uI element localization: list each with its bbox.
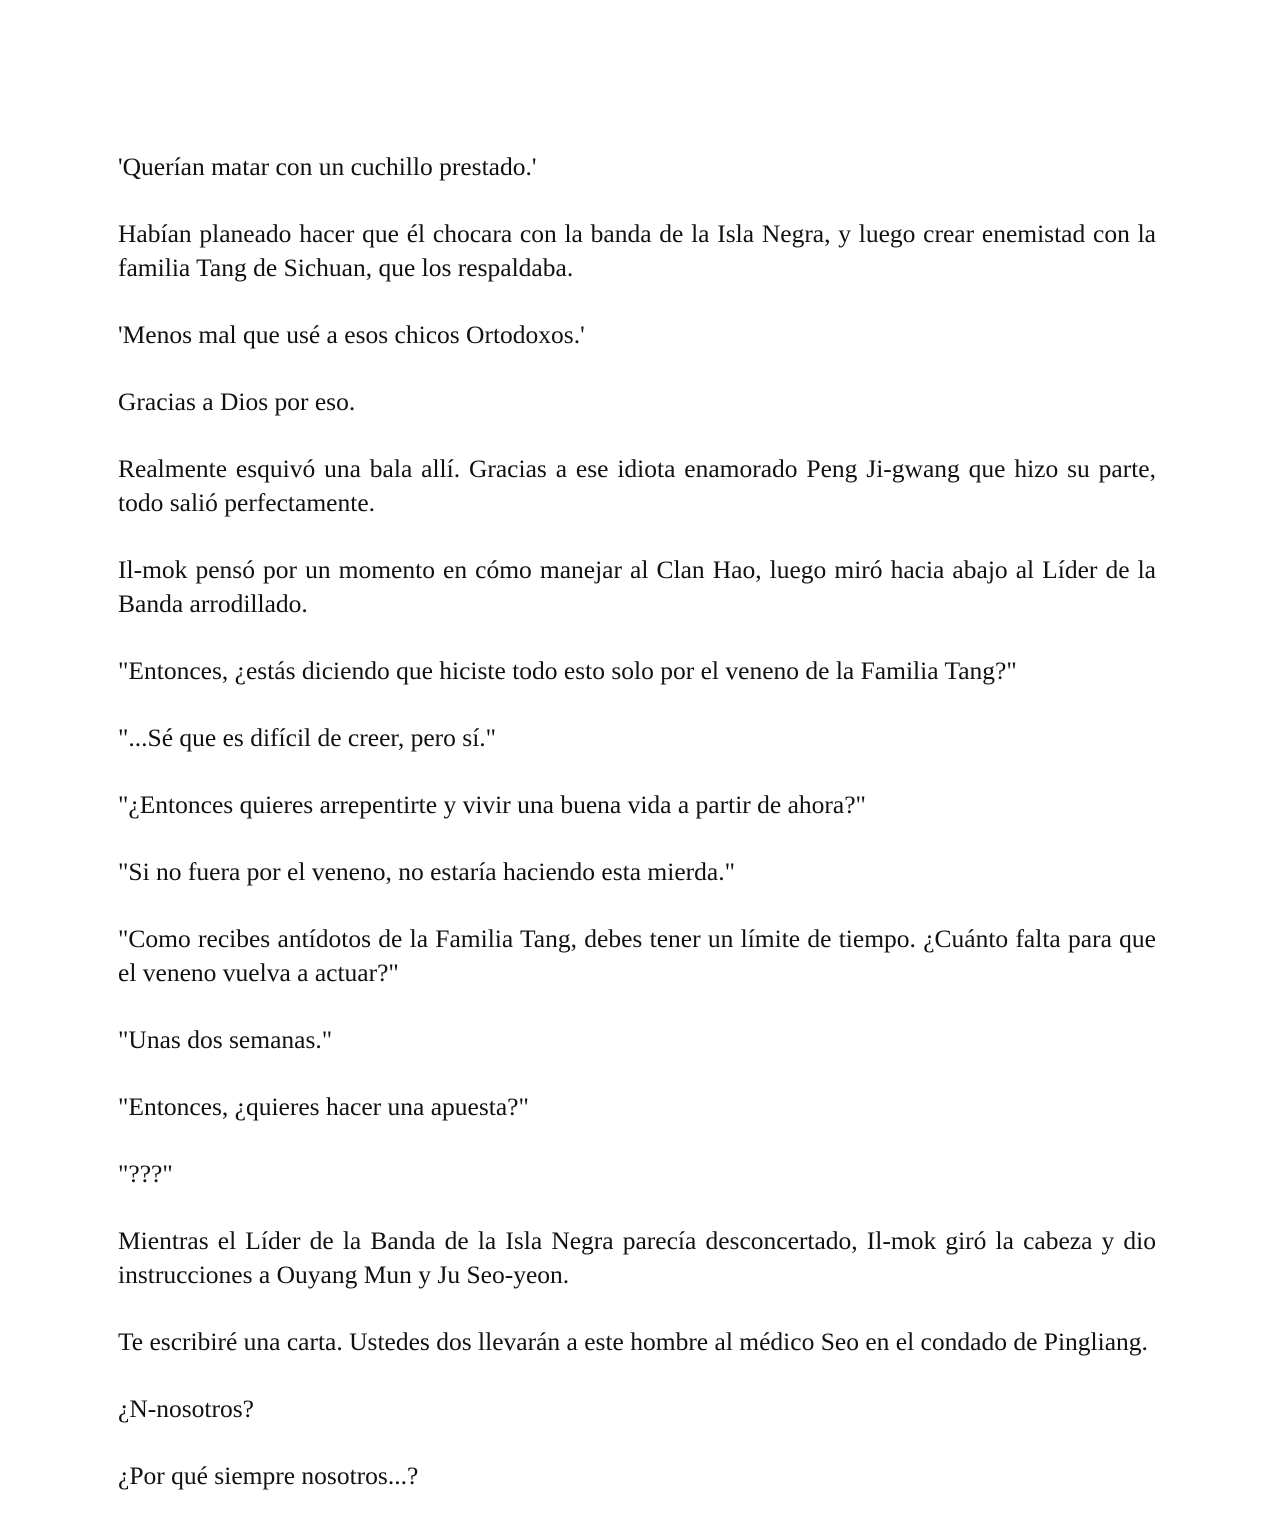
paragraph: "???": [118, 1159, 173, 1188]
paragraph: ¿N-nosotros?: [118, 1394, 254, 1423]
paragraph: "Unas dos semanas.": [118, 1025, 333, 1054]
paragraph: Il-mok pensó por un momento en cómo manejar al Clan Hao, luego miró hacia abajo al Líder de la Banda arrodillado.: [118, 555, 1156, 618]
paragraph: "...Sé que es difícil de creer, pero sí.": [118, 723, 497, 752]
paragraph: 'Querían matar con un cuchillo prestado.': [118, 152, 537, 181]
document-page: [118, 150, 1156, 1526]
paragraph: Te escribiré una carta. Ustedes dos llevarán a este hombre al médico Seo en el condado de Pingliang.: [118, 1327, 1148, 1356]
paragraph: "Entonces, ¿estás diciendo que hiciste todo esto solo por el veneno de la Familia Tang?": [118, 656, 1017, 685]
paragraph: "Como recibes antídotos de la Familia Tang, debes tener un límite de tiempo. ¿Cuánto falta para que el veneno vuelva a actuar?": [118, 924, 1156, 987]
paragraph: ¿Por qué siempre nosotros...?: [118, 1461, 419, 1490]
paragraph: "¿Entonces quieres arrepentirte y vivir una buena vida a partir de ahora?": [118, 790, 866, 819]
paragraph: 'Menos mal que usé a esos chicos Ortodoxos.': [118, 320, 585, 349]
paragraph: "Si no fuera por el veneno, no estaría haciendo esta mierda.": [118, 857, 736, 886]
paragraph: "Entonces, ¿quieres hacer una apuesta?": [118, 1092, 529, 1121]
paragraph: Realmente esquivó una bala allí. Gracias a ese idiota enamorado Peng Ji-gwang que hizo su parte, todo salió perfectamente.: [118, 454, 1156, 517]
paragraph: Mientras el Líder de la Banda de la Isla Negra parecía desconcertado, Il-mok giró la cabeza y dio instrucciones a Ouyang Mun y Ju Seo-yeon.: [118, 1226, 1156, 1289]
paragraph: Habían planeado hacer que él chocara con la banda de la Isla Negra, y luego crear enemistad con la familia Tang de Sichuan, que los respaldaba.: [118, 219, 1156, 282]
paragraph: Gracias a Dios por eso.: [118, 387, 356, 416]
